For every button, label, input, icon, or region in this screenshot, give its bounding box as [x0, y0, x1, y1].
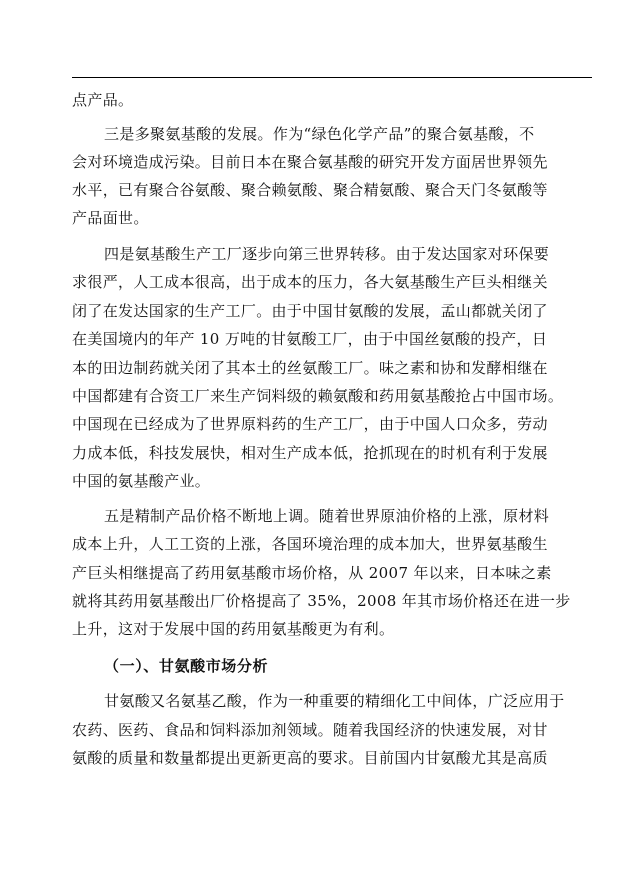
text-line: 产品面世。	[72, 209, 149, 227]
text-line: 中国的氨基酸产业。	[72, 472, 211, 490]
text-line: 甘氨酸又名氨基乙酸，作为一种重要的精细化工中间体，广泛应用于	[104, 692, 565, 710]
text-line: 求很严，人工成本很高，出于成本的压力，各大氨基酸生产巨头相继关	[72, 273, 548, 291]
text-line: 氨酸的质量和数量都提出更新更高的要求。目前国内甘氨酸尤其是高质	[72, 749, 548, 767]
text-line: 上升，这对于发展中国的药用氨基酸更为有利。	[72, 620, 395, 638]
text-line: 三是多聚氨基酸的发展。作为“绿色化学产品”的聚合氨基酸，不	[104, 125, 535, 143]
text-line: 水平，已有聚合谷氨酸、聚合赖氨酸、聚合精氨酸、聚合天门冬氨酸等	[72, 181, 548, 199]
text-line: 在美国境内的年产 10 万吨的甘氨酸工厂，由于中国丝氨酸的投产，日	[72, 330, 548, 348]
text-line: 产巨头相继提高了药用氨基酸市场价格，从 2007 年以来，日本味之素	[72, 564, 552, 582]
text-line: 四是氨基酸生产工厂逐步向第三世界转移。由于发达国家对环保要	[104, 245, 550, 263]
text-line: 五是精制产品价格不断地上调。随着世界原油价格的上涨，原材料	[104, 507, 550, 525]
text-line: 就将其药用氨基酸出厂价格提高了 35%，2008 年其市场价格还在进一步	[72, 592, 571, 610]
text-line: 点产品。	[72, 91, 134, 109]
text-line: 会对环境造成污染。目前日本在聚合氨基酸的研究开发方面居世界领先	[72, 153, 548, 171]
section-heading: （一）、甘氨酸市场分析	[104, 657, 269, 675]
header-rule	[72, 77, 592, 78]
text-line: 中国都建有合资工厂来生产饲料级的赖氨酸和药用氨基酸抢占中国市场。	[72, 387, 564, 405]
text-line: 农药、医药、食品和饲料添加剂领域。随着我国经济的快速发展，对甘	[72, 721, 548, 739]
text-line: 闭了在发达国家的生产工厂。由于中国甘氨酸的发展，孟山都就关闭了	[72, 302, 548, 320]
text-line: 成本上升，人工工资的上涨，各国环境治理的成本加大，世界氨基酸生	[72, 535, 548, 553]
text-line: 本的田边制药就关闭了其本土的丝氨酸工厂。味之素和协和发酵相继在	[72, 359, 548, 377]
text-line: 力成本低，科技发展快，相对生产成本低，抢抓现在的时机有利于发展	[72, 444, 548, 462]
text-line: 中国现在已经成为了世界原料药的生产工厂，由于中国人口众多，劳动	[72, 415, 548, 433]
